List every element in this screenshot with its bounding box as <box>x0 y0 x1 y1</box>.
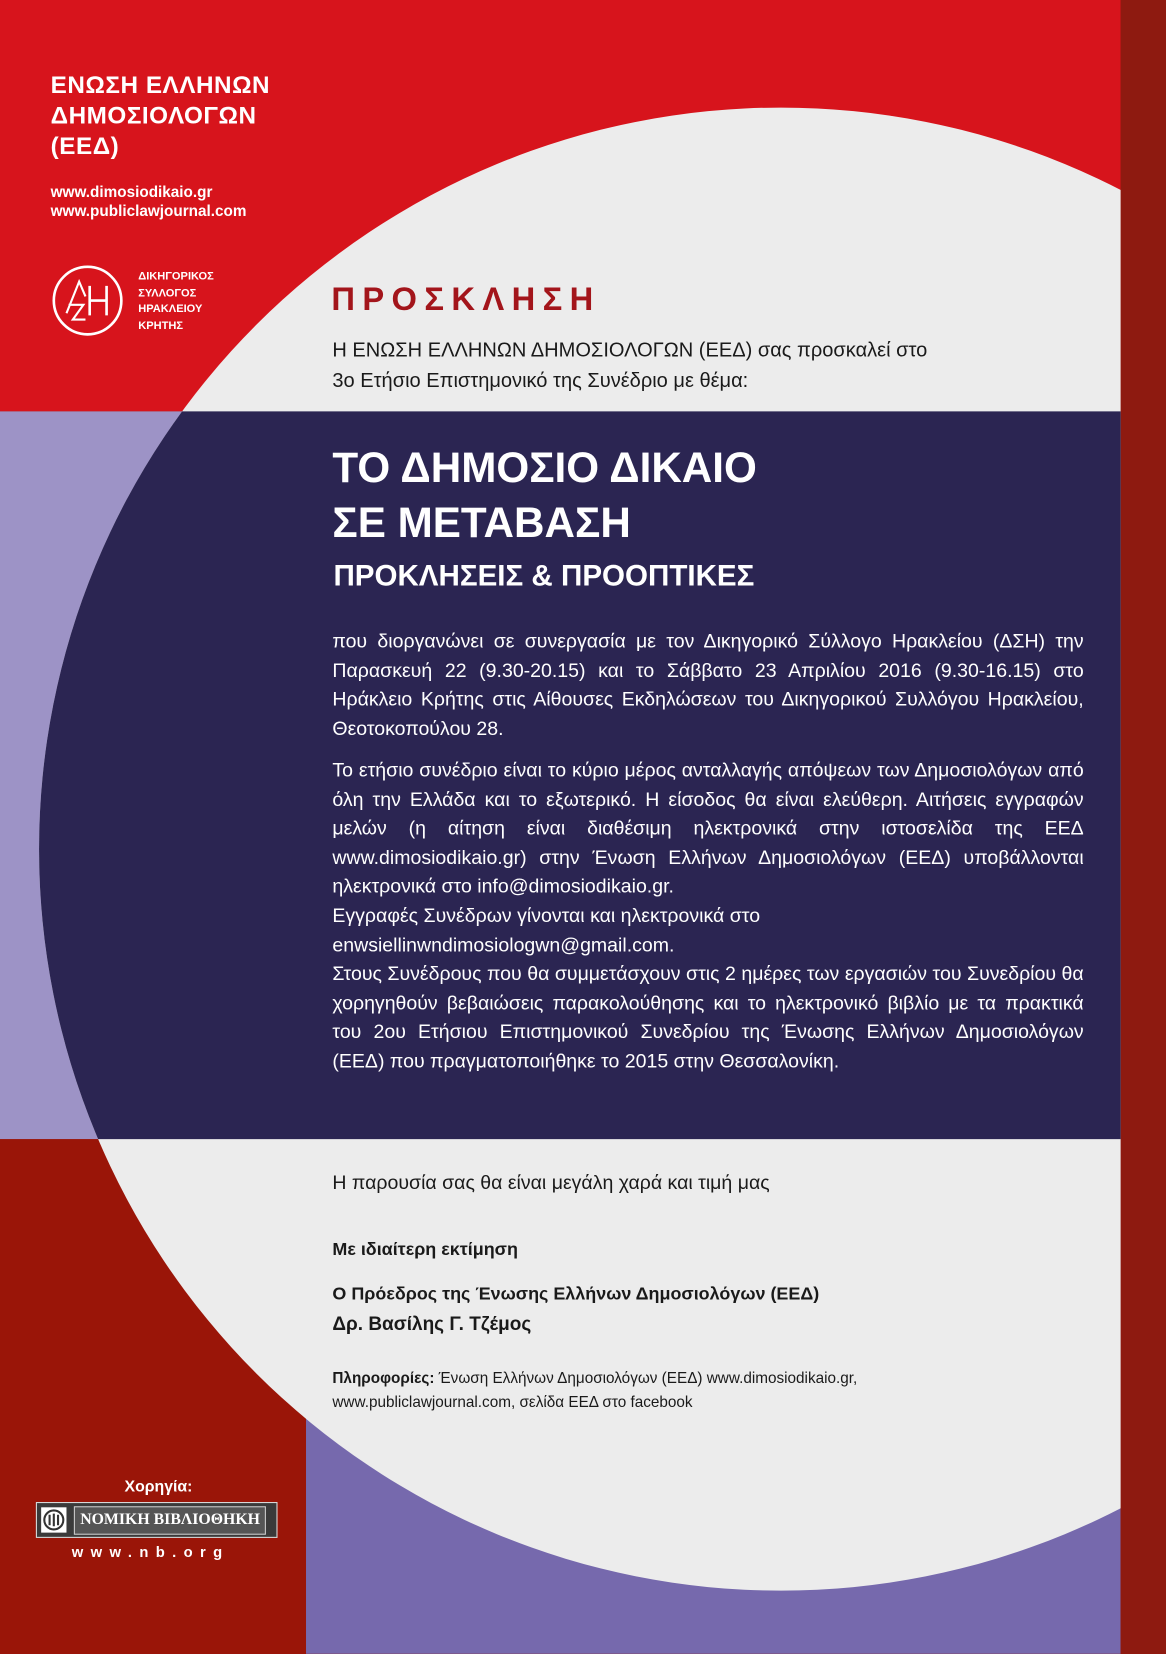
info-line: Ένωση Ελλήνων Δημοσιολόγων (ΕΕΔ) www.dimosiodikaio.gr, <box>434 1370 858 1388</box>
intro-line: 3ο Ετήσιο Επιστημονικό της Συνέδριο με θέμα: <box>332 370 749 393</box>
certificates-text: Στους Συνέδρους που θα συμμετάσχουν στις 2 ημέρες των εργασιών του Συνεδρίου θα χορηγηθούν βεβαιώσεις παρακολούθησης και το ηλεκτρονικό βιβλίο με τα πρακτικά του 2ου Ετήσιου Επιστημονικού Συνεδρίου της Ένωσης Ελλήνων Δημοσιολόγων (ΕΕΔ) που πραγματοποιήθηκε το 2015 στην Θεσσαλονίκη. <box>332 962 1084 1072</box>
organization-name <box>51 70 270 162</box>
info-block <box>332 1367 857 1416</box>
bar-association-logo-icon <box>52 265 124 337</box>
closing-text: Η παρουσία σας θα είναι μεγάλη χαρά και τιμή μας <box>332 1170 770 1193</box>
sponsor-logo <box>36 1502 278 1538</box>
organization-urls <box>51 184 247 222</box>
info-label: Πληροφορίες: <box>332 1370 435 1388</box>
right-edge-strip <box>1121 0 1166 1654</box>
registration-paragraph <box>332 755 1083 1075</box>
signer-role: Ο Πρόεδρος της Ένωσης Ελλήνων Δημοσιολόγων (ΕΕΔ) <box>332 1283 820 1304</box>
registration-email[interactable]: enwsiellinwndimosiologwn@gmail.com. <box>332 933 675 956</box>
conference-subtitle: ΠΡΟΚΛΗΣΕΙΣ & ΠΡΟΟΠΤΙΚΕΣ <box>333 559 755 592</box>
info-line: www.publiclawjournal.com, σελίδα ΕΕΔ στο facebook <box>332 1394 693 1412</box>
conference-title <box>332 441 756 551</box>
org-line: (ΕΕΔ) <box>50 131 120 160</box>
regards-text: Με ιδιαίτερη εκτίμηση <box>332 1239 518 1260</box>
logo-line: ΗΡΑΚΛΕΙΟΥ <box>138 302 203 316</box>
registration-text: Το ετήσιο συνέδριο είναι το κύριο μέρος ανταλλαγής απόψεων των Δημοσιολόγων από όλη την Ελλάδα και το εξωτερικό. Η είσοδος θα είναι ελεύθερη. Αιτήσεις εγγραφών μελών (η αίτηση είναι διαθέσιμη ηλεκτρονικά στην ιστοσελίδα της ΕΕΔ www.dimosiodikaio.gr) στην Ένωση Ελλήνων Δημοσιολόγων (ΕΕΔ) υποβάλλονται ηλεκτρονικά στο info@dimosiodikaio.gr. <box>332 758 1084 897</box>
title-line: ΤΟ ΔΗΜΟΣΙΟ ΔΙΚΑΙΟ <box>332 445 757 492</box>
url-link[interactable]: www.dimosiodikaio.gr <box>50 184 213 202</box>
url-link[interactable]: www.publiclawjournal.com <box>50 203 247 221</box>
logo-line: ΣΥΛΛΟΓΟΣ <box>138 286 197 300</box>
org-line: ΔΗΜΟΣΙΟΛΟΓΩΝ <box>50 101 257 129</box>
bar-association-name <box>138 269 214 334</box>
sponsor-label: Χορηγία: <box>124 1477 193 1496</box>
intro-line: Η ΕΝΩΣΗ ΕΛΛΗΝΩΝ ΔΗΜΟΣΙΟΛΟΓΩΝ (ΕΕΔ) σας προσκαλεί στο <box>332 339 928 362</box>
title-line: ΣΕ ΜΕΤΑΒΑΣΗ <box>332 499 631 547</box>
signer-name: Δρ. Βασίλης Γ. Τζέμος <box>332 1313 532 1335</box>
event-details-paragraph: που διοργανώνει σε συνεργασία με τον Δικηγορικό Σύλλογο Ηρακλείου (ΔΣΗ) την Παρασκευή 22 (9.30-20.15) και το Σάββατο 23 Απριλίου 2016 (9.30-16.15) στο Ηράκλειο Κρήτης στις Αίθουσες Εκδηλώσεων του Δικηγορικού Συλλόγου Ηρακλείου, Θεοτοκοπούλου 28. <box>332 629 1084 740</box>
registration-email-label: Εγγραφές Συνέδρων γίνονται και ηλεκτρονικά στο <box>332 903 761 927</box>
invitation-intro <box>332 335 927 396</box>
sponsor-url[interactable]: www.nb.org <box>71 1543 230 1561</box>
logo-line: ΔΙΚΗΓΟΡΙΚΟΣ <box>138 270 214 283</box>
invitation-heading: ΠΡΟΣΚΛΗΣΗ <box>331 280 601 318</box>
sponsor-name: ΝΟΜΙΚΗ ΒΙΒΛΙΟΘΗΚΗ <box>74 1506 266 1534</box>
org-line: ΕΝΩΣΗ ΕΛΛΗΝΩΝ <box>50 70 271 99</box>
nomiki-bibliothiki-emblem-icon <box>40 1506 67 1533</box>
logo-line: ΚΡΗΤΗΣ <box>138 319 184 332</box>
